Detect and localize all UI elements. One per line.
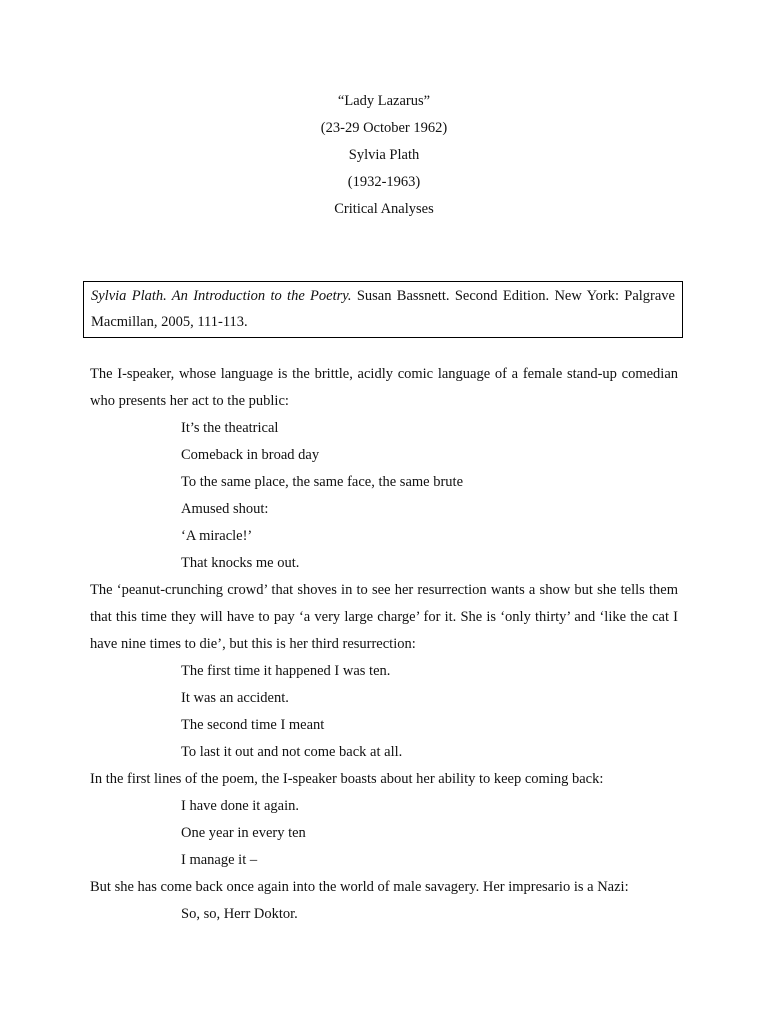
citation-title: Sylvia Plath. An Introduction to the Poetry. bbox=[91, 288, 352, 304]
paragraph: The I-speaker, whose language is the brittle, acidly comic language of a female stand-up comedian who presents her act to the public: bbox=[90, 366, 678, 409]
quote-line: It’s the theatrical bbox=[181, 420, 279, 436]
quote-line: So, so, Herr Doktor. bbox=[181, 906, 298, 922]
quote-line: One year in every ten bbox=[181, 825, 306, 841]
author-name: Sylvia Plath bbox=[348, 147, 420, 163]
quote-line: The first time it happened I was ten. bbox=[181, 663, 391, 679]
quote-line: To the same place, the same face, the same brute bbox=[181, 474, 464, 490]
analysis-body bbox=[90, 361, 678, 928]
quote-line: It was an accident. bbox=[181, 690, 289, 706]
document-subtitle: Critical Analyses bbox=[334, 201, 434, 217]
title-block bbox=[0, 88, 768, 223]
quote-line: I have done it again. bbox=[181, 798, 299, 814]
citation-box bbox=[83, 281, 683, 338]
citation-details: Susan Bassnett. Second Edition. New York: Palgrave Macmillan, 2005, 111-113. bbox=[91, 288, 675, 330]
paragraph: The ‘peanut-crunching crowd’ that shoves in to see her resurrection wants a show but she tells them that this time they will have to pay ‘a very large charge’ for it. She is ‘only thirty’ and ‘like the cat I have nine times to die’, but this is her third resurrection: bbox=[90, 582, 678, 652]
paragraph: In the first lines of the poem, the I-speaker boasts about her ability to keep coming back: bbox=[90, 771, 604, 787]
quote-line: The second time I meant bbox=[181, 717, 325, 733]
quote-line: To last it out and not come back at all. bbox=[181, 744, 403, 760]
poem-title: “Lady Lazarus” bbox=[337, 93, 431, 109]
paragraph: But she has come back once again into the world of male savagery. Her impresario is a Nazi: bbox=[90, 879, 629, 895]
quote-line: I manage it – bbox=[181, 852, 258, 868]
quote-line: Amused shout: bbox=[181, 501, 269, 517]
quote-line: ‘A miracle!’ bbox=[181, 528, 253, 544]
author-lifespan: (1932-1963) bbox=[347, 174, 421, 190]
quote-line: That knocks me out. bbox=[181, 555, 300, 571]
poem-dates: (23-29 October 1962) bbox=[320, 120, 448, 136]
quote-line: Comeback in broad day bbox=[181, 447, 320, 463]
